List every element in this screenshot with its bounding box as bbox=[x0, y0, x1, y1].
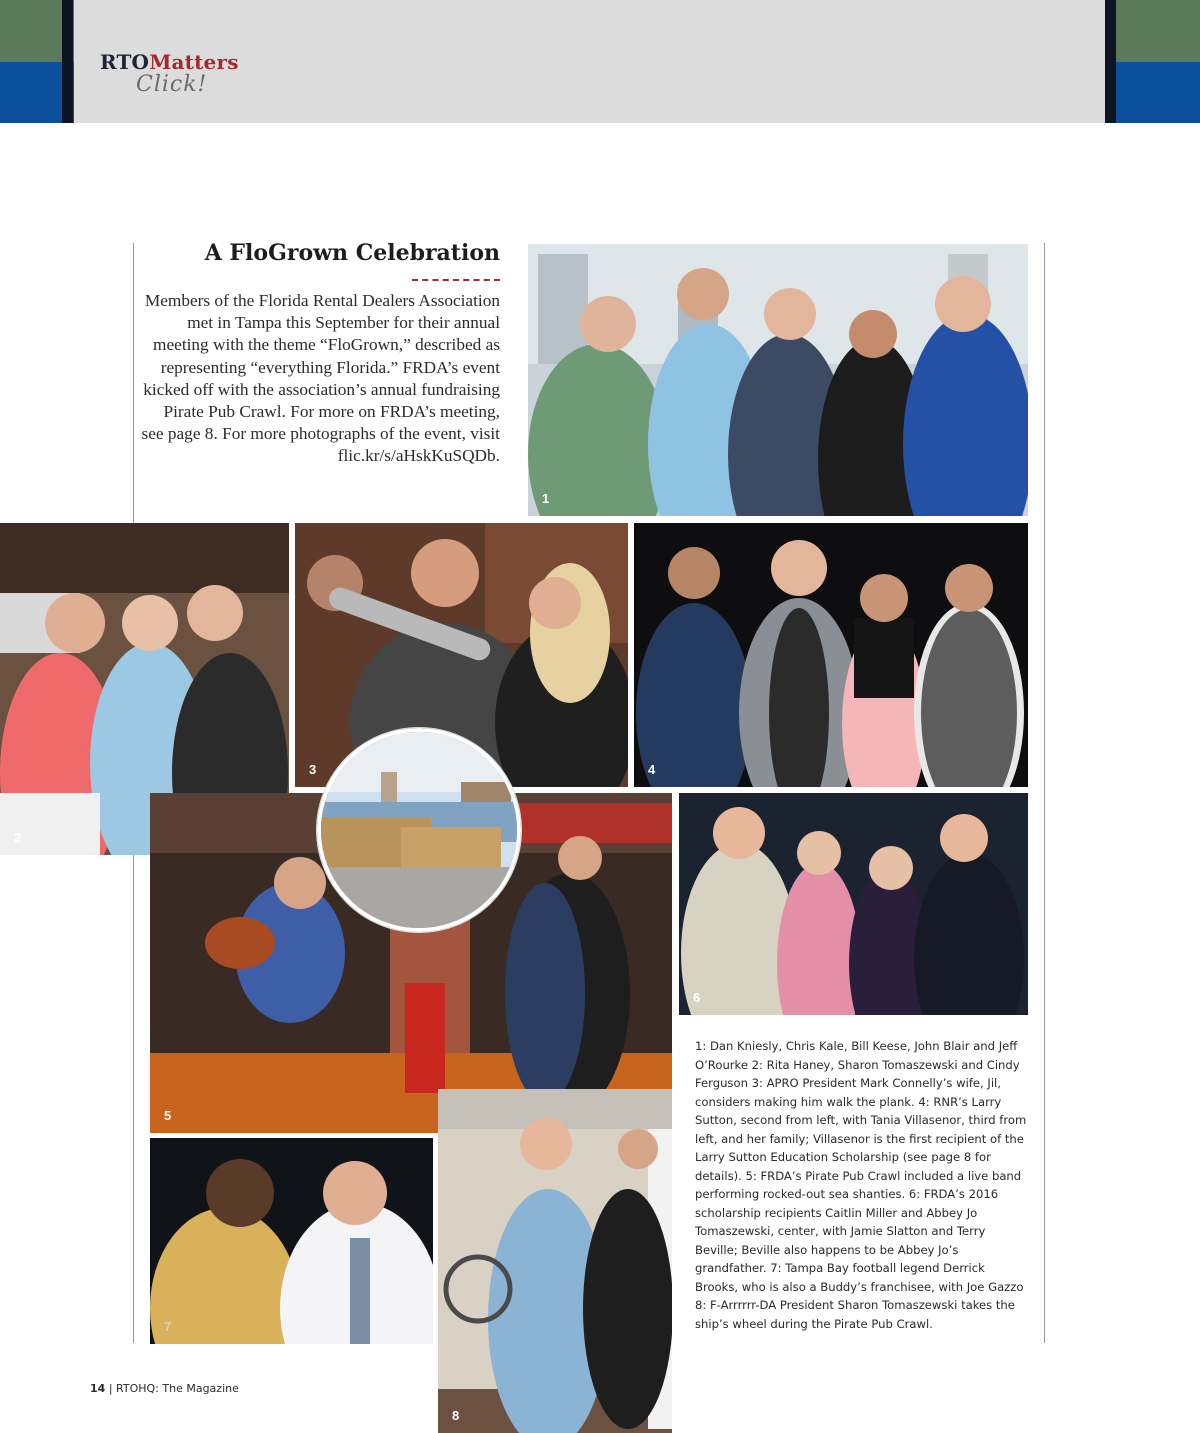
footer-separator: | bbox=[108, 1382, 113, 1395]
photo-8-number: 8 bbox=[452, 1408, 460, 1423]
publication-name: RTOHQ: The Magazine bbox=[116, 1382, 239, 1395]
brand-part1: RTO bbox=[100, 50, 150, 74]
photo-4 bbox=[634, 523, 1028, 787]
right-column-rule bbox=[1044, 243, 1045, 1343]
brand-tagline: Click! bbox=[136, 72, 208, 97]
photo-3-number: 3 bbox=[309, 762, 317, 777]
photo-8-image bbox=[438, 1089, 672, 1433]
article-intro: Members of the Florida Rental Dealers Association met in Tampa this September for their annual meeting with the theme “FloGrown,” described as representing “everything Florida.” FRDA’s event kicked off with the association’s annual fundraising Pirate Pub Crawl. For more on FRDA’s meeting, see page 8. For more photographs of the event, visit flic.kr/s/aHskKuSQDb. bbox=[141, 291, 500, 466]
photo-inset-waterfront bbox=[317, 728, 521, 932]
photo-2-number: 2 bbox=[14, 830, 22, 845]
title-divider bbox=[412, 279, 500, 281]
article-title: A FloGrown Celebration bbox=[204, 240, 500, 266]
photo-4-image bbox=[634, 523, 1028, 787]
page-number: 14 bbox=[90, 1382, 106, 1395]
brand-logo bbox=[100, 50, 239, 74]
photo-7-image bbox=[150, 1138, 433, 1344]
photo-1 bbox=[528, 244, 1028, 516]
photo-7 bbox=[150, 1138, 433, 1344]
brand-part2: Matters bbox=[149, 50, 239, 74]
photo-6-image bbox=[679, 793, 1028, 1015]
photo-6-number: 6 bbox=[693, 990, 701, 1005]
photo-inset-image bbox=[321, 732, 517, 928]
photo-1-image bbox=[528, 244, 1028, 516]
page-footer bbox=[90, 1382, 239, 1395]
photo-6 bbox=[679, 793, 1028, 1015]
header-divider-left bbox=[62, 0, 73, 123]
photo-5-number: 5 bbox=[164, 1108, 172, 1123]
photo-8 bbox=[438, 1089, 672, 1433]
header-divider-right bbox=[1105, 0, 1116, 123]
photo-1-number: 1 bbox=[542, 491, 550, 506]
photo-4-number: 4 bbox=[648, 762, 656, 777]
photo-7-number: 7 bbox=[164, 1319, 172, 1334]
photo-captions: 1: Dan Kniesly, Chris Kale, Bill Keese, John Blair and Jeff O’Rourke 2: Rita Haney, Sharon Tomaszewski and Cindy Ferguson 3: APRO President Mark Connelly’s wife, Jil, considers making him walk the plank. 4: RNR’s Larry Sutton, second from left, with Tania Villasenor, third from left, and her family; Villasenor is the first recipient of the Larry Sutton Education Scholarship (see page 8 for details). 5: FRDA’s Pirate Pub Crawl included a live band performing rocked-out sea shanties. 6: FRDA’s 2016 scholarship recipients Caitlin Miller and Abbey Jo Tomaszewski, center, with Jamie Slatton and Terry Beville; Beville also happens to be Abbey Jo’s grandfather. 7: Tampa Bay football legend Derrick Brooks, who is also a Buddy’s franchisee, with Joe Gazzo 8: F-Arrrrrr-DA President Sharon Tomaszewski takes the ship’s wheel during the Pirate Pub Crawl. bbox=[695, 1039, 1027, 1331]
